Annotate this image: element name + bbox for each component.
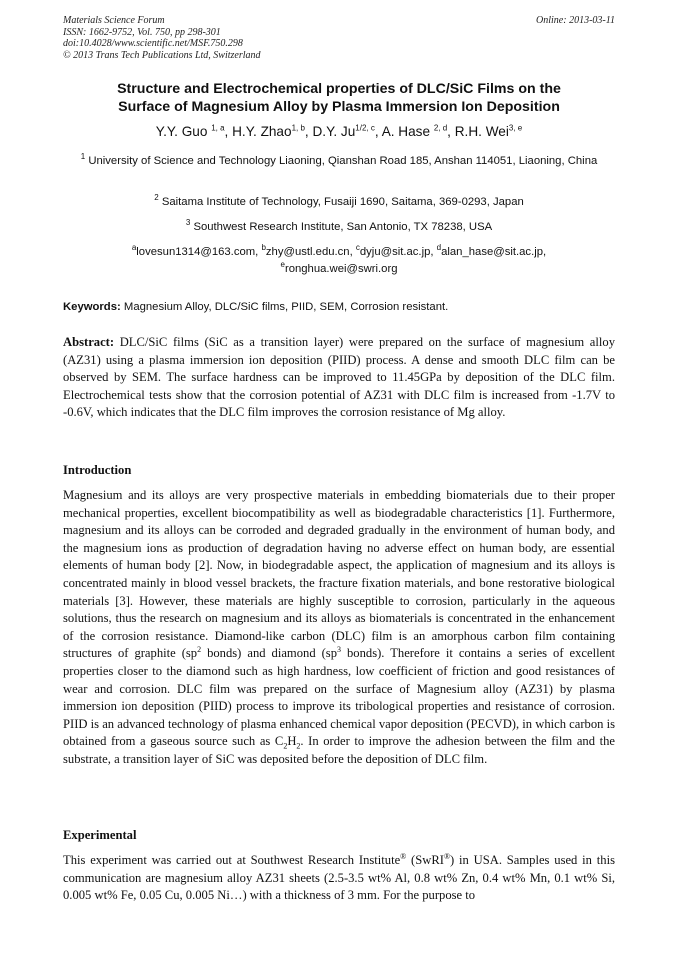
author-separator: , <box>224 124 233 139</box>
title-line-2: Surface of Magnesium Alloy by Plasma Immersion Ion Deposition <box>118 99 560 115</box>
affiliation-marker: 3 <box>185 218 191 228</box>
journal-header <box>63 15 615 61</box>
journal-name: Materials Science Forum <box>63 15 165 26</box>
email-link[interactable]: ronghua.wei@swri.org <box>284 263 398 275</box>
affiliation-marker: 2 <box>154 193 159 203</box>
author-affiliation-marker: 3, e <box>508 123 523 133</box>
author-affiliation-marker: 1, a <box>211 123 225 133</box>
email-link[interactable]: dyju@sit.ac.jp, <box>359 246 437 258</box>
author-separator: , <box>304 124 313 139</box>
affiliation-3 <box>63 219 615 236</box>
author-separator: , <box>447 124 455 139</box>
abstract <box>63 334 615 422</box>
online-date: Online: 2013-03-11 <box>536 15 615 26</box>
introduction-paragraph: Magnesium and its alloys are very prospective materials in embedding biomaterials due to their proper mechanical properties, excellent biocompatibility as well as biodegradable characteristics [1]. Furthermore, magnesium and its alloys can be corroded and degraded gradually in the environment of human body, and the magnesium ions as production of degradation having no adverse effect on human body, are essential elements of human body [2]. Now, in biodegradable aspect, the application of magnesium and its alloys is concentrated mainly in blood vessel brackets, the fracture fixation materials, and bone restorative biological materials [3]. However, these materials are highly susceptible to corrosion, particularly in the aqueous solutions, thus the research on magnesium and its alloys as biomaterials is concentrated in the enhancement of the corrosion resistance. Diamond-like carbon (DLC) film is an amorphous carbon film containing structures of graphite ($sp^2$ bonds) and diamond ($sp^3$ bonds). Therefore it contains a series of excellent properties closer to the diamond such as high hardness, low coefficient of friction and good resistances of wear and corrosion. DLC film was prepared on the surface of Magnesium alloy (AZ31) by plasma immersion ion deposition (PIID) process to improve its tribological properties and resistance of corrosion. PIID is an advanced technology of plasma enhanced chemical vapor deposition (PECVD), in which carbon is obtained from a gaseous source such as $C_2H_2$. In order to improve the adhesion between the film and the substrate, a transition layer of SiC was deposited before the deposition of DLC film. <box>63 488 615 766</box>
email-link[interactable]: alan_hase@sit.ac.jp, <box>441 246 547 258</box>
doi-line: doi:10.4028/www.scientific.net/MSF.750.298 <box>63 38 243 49</box>
title-line-1: Structure and Electrochemical properties of DLC/SiC Films on the <box>117 81 561 97</box>
keywords <box>63 299 615 315</box>
author-name: D.Y. Ju <box>312 124 356 139</box>
affiliation-text: University of Science and Technology Liaoning, Qianshan Road 185, Anshan 114051, Liaoning, China <box>88 155 598 167</box>
author-affiliation-marker: 1/2, c <box>355 123 375 133</box>
email-link[interactable]: lovesun1314@163.com, <box>136 246 262 258</box>
section-heading-introduction: Introduction <box>63 463 132 477</box>
abstract-label: Abstract: <box>63 335 115 349</box>
author-name: Y.Y. Guo <box>155 124 208 139</box>
email-list: $^a$lovesun1314@163.com, $^b$zhy@ustl.edu.cn, $^c$dyju@sit.ac.jp, $^d$alan_hase@sit.ac.jp, $^e$ronghua.wei@swri.org <box>131 243 547 275</box>
paper-title <box>63 80 615 116</box>
issn-line: ISSN: 1662-9752, Vol. 750, pp 298-301 <box>63 26 221 38</box>
section-heading-experimental: Experimental <box>63 828 137 842</box>
keywords-label: Keywords: <box>63 301 121 313</box>
author-list <box>63 123 615 141</box>
affiliation-text: Saitama Institute of Technology, Fusaiji 1690, Saitama, 369-0293, Japan <box>161 196 524 208</box>
author-separator: , <box>374 124 382 139</box>
keywords-text: Magnesium Alloy, DLC/SiC films, PIID, SEM, Corrosion resistant. <box>120 301 449 313</box>
affiliation-text: Southwest Research Institute, San Antonio, TX 78238, USA <box>193 221 493 233</box>
author-name: A. Hase <box>381 124 431 139</box>
author-name: R.H. Wei <box>454 124 509 139</box>
affiliation-1 <box>63 153 615 170</box>
affiliation-marker: 1 <box>80 152 86 162</box>
experimental-paragraph: This experiment was carried out at Southwest Research Institute® (SwRI®) in USA. Samples used in this communication are magnesium alloy AZ31 sheets (2.5-3.5 wt% Al, 0.8 wt% Zn, 0.4 wt% Mn, 0.1 wt% Si, 0.005 wt% Fe, 0.05 Cu, 0.005 Ni…) with a thickness of 3 mm. For the purpose to <box>63 851 615 903</box>
author-affiliation-marker: 2, d <box>433 123 448 133</box>
affiliation-2 <box>63 194 615 211</box>
email-link[interactable]: zhy@ustl.edu.cn, <box>265 246 356 258</box>
copyright-line: © 2013 Trans Tech Publications Ltd, Switzerland <box>63 49 261 61</box>
abstract-text: DLC/SiC films (SiC as a transition layer) were prepared on the surface of magnesium alloy (AZ31) using a plasma immersion ion deposition (PIID) process. A dense and smooth DLC film can be observed by SEM. The surface hardness can be improved to 11.45GPa by deposition of the DLC film. Electrochemical tests show that the corrosion potential of AZ31 with DLC film is increased from -1.7V to -0.6V, which indicates that the DLC film improves the corrosion resistance of Mg alloy. <box>63 335 615 420</box>
author-name: H.Y. Zhao <box>232 124 292 139</box>
author-affiliation-marker: 1, b <box>291 123 305 133</box>
